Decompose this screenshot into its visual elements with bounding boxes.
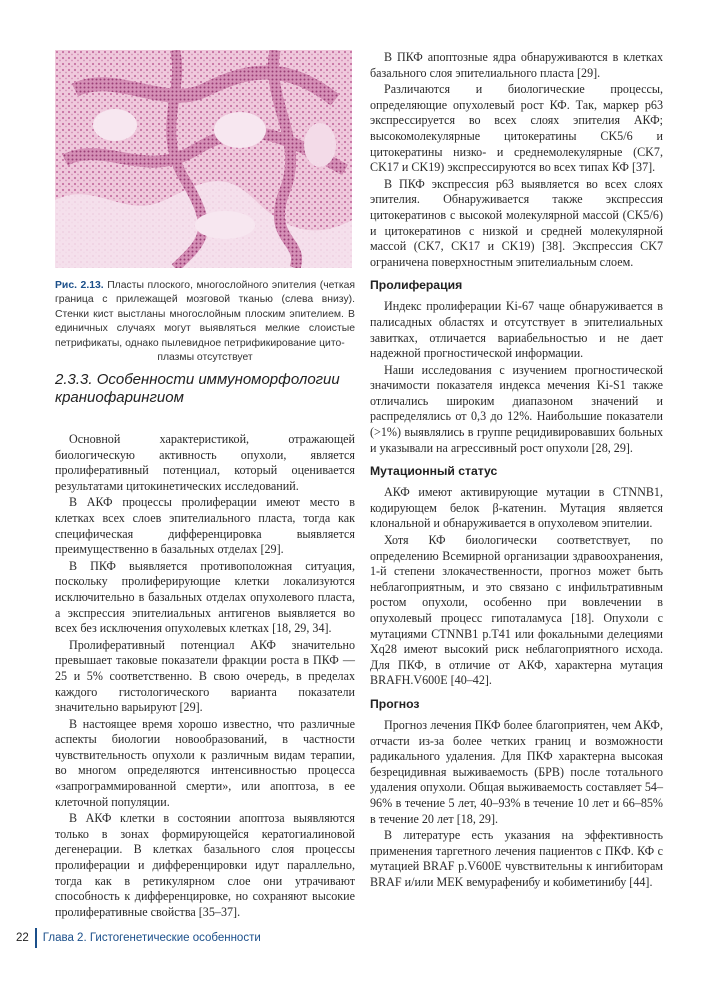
histology-micrograph (55, 50, 352, 268)
page-number: 22 (16, 932, 29, 944)
paragraph: В ПКФ апоптозные ядра обнаруживаются в клетках базального слоя эпителиального пласта [29]. (370, 50, 663, 80)
figure-caption-last: плазмы отсутствует (157, 352, 253, 364)
paragraph: Хотя КФ биологически соответствует, по определению Всемирной организации здравоохранения, 1-й степени злокачественности, прогноз может быть неблагоприятным, и это связано с инфильтративным ростом опухоли, особенно при вовлечении в опухолевый процесс гипоталамуса [18]. Опухоли с мутациями CTNNB1 p.T41 или фокальными делециями Xq28 имеют высокий риск неблагоприятного исхода. Для ПКФ, в отличие от АКФ, характерна мутация BRAFH.V600E [40–42]. (370, 533, 663, 688)
paragraph: Индекс пролиферации Ki-67 чаще обнаруживается в палисадных областях и отсутствует в эпителиальных завитках, отличается вариабельностью и не дает надежной прогностической информации. (370, 299, 663, 361)
paragraph: Наши исследования с изучением прогностической значимости показателя индекса мечения Ki-S1 также отличались широким диапазоном значений и распределялись от 0,3 до 12%. Наибольшие показатели (>1%) выявлялись в группе рецидивировавших больных и указывали на агрессивный рост опухоли [28, 29]. (370, 362, 663, 455)
paragraph: Основной характеристикой, отражающей биологическую активность опухоли, является пролиферативный потенциал, который оценивается результатами цитокинетических исследований. (55, 432, 355, 493)
chapter-title: Глава 2. Гистогенетические особенности (42, 932, 261, 944)
figure-caption (55, 279, 355, 365)
paragraph: Различаются и биологические процессы, определяющие опухолевый рост КФ. Так, маркер p63 экспрессируется во всех слоях эпителия АКФ; высокомолекулярные цитокератины CK5/6 и цитокератины низко- и среднемолекулярные (CK7, CK17 и CK19) экспрессируются во всех типах КФ [37]. (370, 82, 663, 175)
paragraph: В АКФ клетки в состоянии апоптоза выявляются только в зонах формирующейся кератогиалиновой дегенерации. В клетках базального слоя процессы пролиферации и дифференцировки идут параллельно, тогда как в ретикулярном слое они утрачивают способность к дифференцировке, но сохраняют высокие пролиферативные свойства [35–37]. (55, 811, 355, 919)
paragraph: В АКФ процессы пролиферации имеют место в клетках всех слоев эпителиального пласта, тогда как специфическая дифференцировка выявляется преимущественно в базальных отделах [29]. (55, 495, 355, 557)
heading-prognosis: Прогноз (370, 696, 420, 711)
paragraph: В ПКФ выявляется противоположная ситуация, поскольку пролиферирующие клетки локализуются исключительно в базальных отделах опухолевого пласта, а экспрессия эпителиальных антигенов выявляется во всех без исключения опухолевых клетках [18, 29, 34]. (55, 558, 355, 636)
section-title: 2.3.3. Особенности иммуноморфологии краниофарингиом (55, 371, 340, 406)
footer-divider (35, 928, 37, 948)
heading-mutation-status: Мутационный статус (370, 464, 498, 479)
paragraph: В литературе есть указания на эффективность применения таргетного лечения пациентов с ПКФ. КФ с мутацией BRAF p.V600E чувствительны к ингибиторам BRAF и/или MEK вемурафенибу и кобиметинибу [44]. (370, 828, 663, 889)
figure-caption-text: Пласты плоского, многослойного эпителия (четкая граница с прилежащей мозговой тканью (слева внизу). Стенки кист выстланы многослойным плоским эпителием. В единичных случаях могут выявляться мелкие слоистые петрификаты, однако пылевидное петрификирование цито- (55, 280, 355, 349)
micrograph-image (55, 50, 352, 268)
paragraph: Пролиферативный потенциал АКФ значительно превышает таковые показатели фракции роста в ПКФ — 25 и 5% соответственно. В свою очередь, в пределах каждого гистологического варианта показатели значительно варьируют [29]. (55, 637, 355, 715)
page-footer (16, 927, 261, 949)
paragraph: АКФ имеют активирующие мутации в CTNNB1, кодирующем белок β-катенин. Мутация является клональной и обнаруживается в опухолевом эпителии. (370, 485, 663, 531)
paragraph: В ПКФ экспрессия p63 выявляется во всех слоях эпителия. Обнаруживается также экспрессия цитокератинов с высокой молекулярной массой (CK5/6) и цитокератинов с низкой и средней молекулярной массой (CK7, CK17 и CK19) [38]. Экспрессия CK7 ограничена поверхностным эпителиальным слоем. (370, 176, 663, 269)
right-column (370, 50, 663, 892)
paragraph: Прогноз лечения ПКФ более благоприятен, чем АКФ, отчасти из-за более четких границ и возможности радикального удаления. Для ПКФ характерна высокая безрецидивная выживаемость (БРВ) после тотального удаления опухоли. Общая выживаемость составляет 54–96% в течение 5 лет, 40–93% в течение 10 лет и 66–85% в течение 20 лет [18, 29]. (370, 717, 663, 826)
heading-proliferation: Пролиферация (370, 278, 463, 293)
figure-label: Рис. 2.13. (55, 280, 104, 291)
left-column (55, 432, 355, 921)
paragraph: В настоящее время хорошо известно, что различные аспекты биологии новообразований, в частности чувствительность опухоли к различным видам терапии, во многом определяются интенсивностью процесса «запрограммированной смерти», или апоптоза, в ее клеточной популяции. (55, 716, 355, 809)
